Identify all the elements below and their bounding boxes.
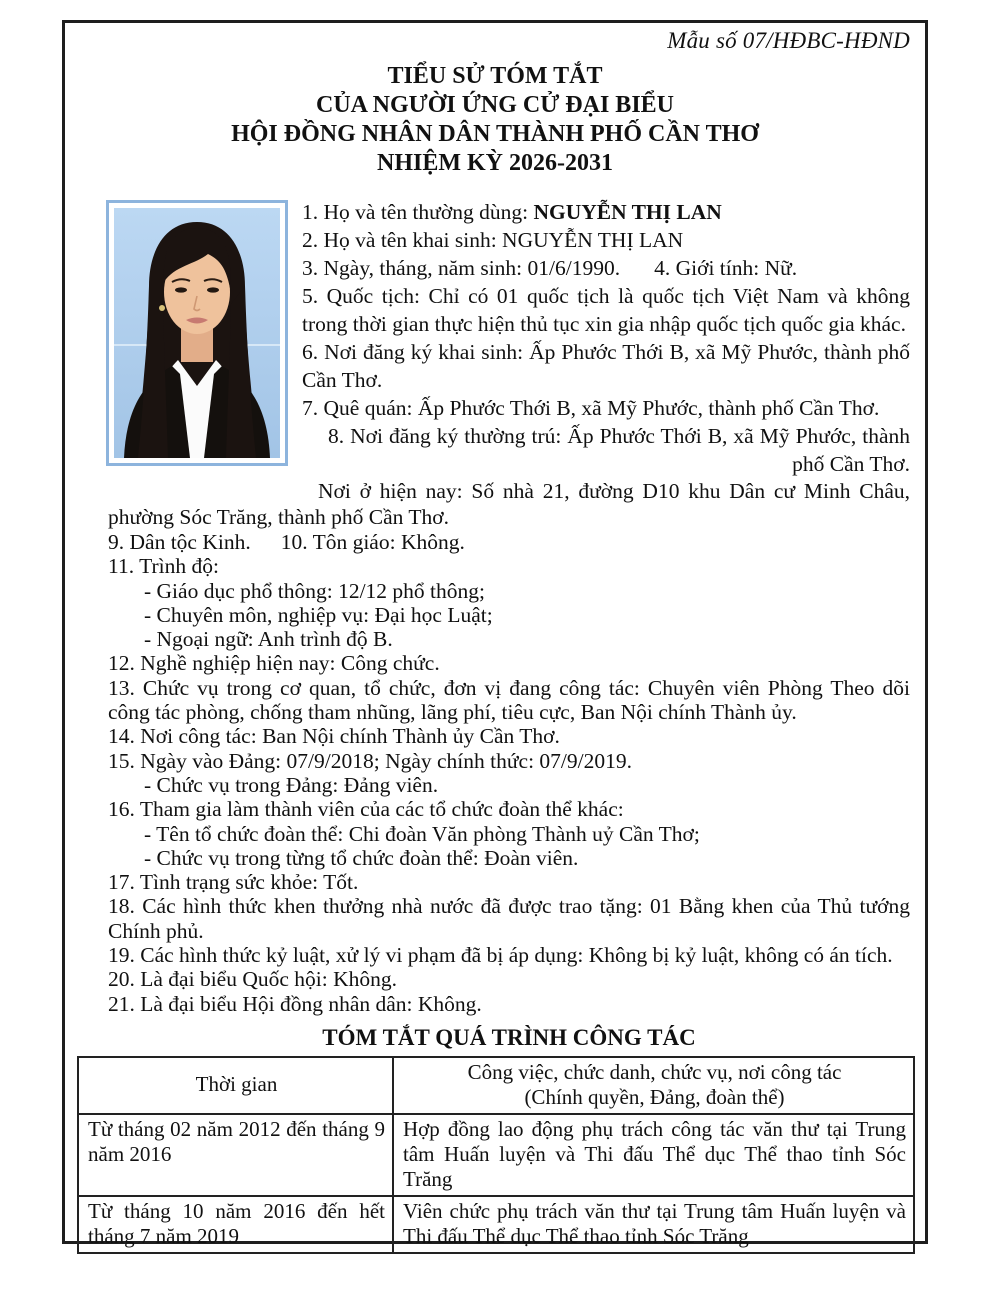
bio-item-21: 21. Là đại biểu Hội đồng nhân dân: Không. — [108, 991, 482, 1016]
bio-item-13: 13. Chức vụ trong cơ quan, tổ chức, đơn vị đang công tác: Chuyên viên Phòng Theo dõi công tác phòng, chống tham nhũng, lãng phí, tiêu cực, Ban Nội chính Thành ủy. — [108, 675, 910, 725]
candidate-photo — [106, 200, 288, 466]
bio-item-15: 15. Ngày vào Đảng: 07/9/2018; Ngày chính thức: 07/9/2019. — [108, 748, 632, 773]
bio-item-15-party-role: - Chức vụ trong Đảng: Đảng viên. — [144, 772, 439, 797]
bio-item-7: 7. Quê quán: Ấp Phước Thới B, xã Mỹ Phước, thành phố Cần Thơ. — [302, 396, 880, 420]
bio-item-6: 6. Nơi đăng ký khai sinh: Ấp Phước Thới B, xã Mỹ Phước, thành phố Cần Thơ. — [302, 340, 910, 392]
career-history-table — [77, 1056, 915, 1254]
bio-item-3: 3. Ngày, tháng, năm sinh: 01/6/1990. — [302, 256, 621, 280]
bio-item-11-education: - Giáo dục phổ thông: 12/12 phổ thông; — [144, 578, 485, 603]
bio-current-residence: Nơi ở hiện nay: Số nhà 21, đường D10 khu Dân cư Minh Châu, phường Sóc Trăng, thành phố Cần Thơ. — [108, 479, 910, 529]
career-row-1-work: Hợp đồng lao động phụ trách công tác văn thư tại Trung tâm Huấn luyện và Thi đấu Thể dục Thể thao tỉnh Sóc Trăng — [393, 1114, 914, 1196]
bio-item-11: 11. Trình độ: — [108, 554, 219, 579]
career-table-header-row — [78, 1057, 914, 1114]
bio-item-8: 8. Nơi đăng ký thường trú: Ấp Phước Thới B, xã Mỹ Phước, thành phố Cần Thơ. — [328, 424, 910, 476]
bio-item-16-organization: - Tên tổ chức đoàn thể: Chi đoàn Văn phòng Thành uỷ Cần Thơ; — [144, 821, 700, 846]
bio-item-9: 9. Dân tộc Kinh. — [108, 530, 251, 554]
document-title — [62, 62, 928, 178]
title-line-1: TIỂU SỬ TÓM TẮT — [387, 63, 603, 89]
career-section-heading: TÓM TẮT QUÁ TRÌNH CÔNG TÁC — [322, 1024, 696, 1050]
bio-item-4: 4. Giới tính: Nữ. — [654, 256, 798, 280]
bio-item-11-profession: - Chuyên môn, nghiệp vụ: Đại học Luật; — [144, 602, 493, 627]
career-row-1-time: Từ tháng 02 năm 2012 đến tháng 9 năm 2016 — [78, 1114, 393, 1196]
career-row-2-time: Từ tháng 10 năm 2016 đến hết tháng 7 năm 2019 — [78, 1196, 393, 1253]
bio-item-19: 19. Các hình thức kỷ luật, xử lý vi phạm đã bị áp dụng: Không bị kỷ luật, không có án tích. — [108, 943, 893, 968]
biography-body — [88, 198, 910, 1254]
career-col-time-header: Thời gian — [78, 1057, 393, 1114]
bio-item-18: 18. Các hình thức khen thưởng nhà nước đã được trao tặng: 01 Bằng khen của Thủ tướng Chính phủ. — [108, 894, 910, 943]
career-row-2-work: Viên chức phụ trách văn thư tại Trung tâm Huấn luyện và Thi đấu Thể dục Thể thao tỉnh Sóc Trăng — [393, 1196, 914, 1253]
bio-item-9-10 — [108, 530, 910, 554]
bio-item-16: 16. Tham gia làm thành viên của các tổ chức đoàn thể khác: — [108, 797, 624, 822]
title-line-3: HỘI ĐỒNG NHÂN DÂN THÀNH PHỐ CẦN THƠ — [231, 121, 759, 147]
bio-item-5: 5. Quốc tịch: Chỉ có 01 quốc tịch là quốc tịch Việt Nam và không trong thời gian thực hiện thủ tục xin gia nhập quốc tịch quốc gia khác. — [302, 284, 910, 336]
bio-items-bottom — [108, 530, 910, 1016]
candidate-name: NGUYỄN THỊ LAN — [533, 200, 722, 224]
bio-item-2: 2. Họ và tên khai sinh: NGUYỄN THỊ LAN — [302, 228, 684, 252]
bio-item-17: 17. Tình trạng sức khỏe: Tốt. — [108, 870, 359, 895]
title-line-4: NHIỆM KỲ 2026-2031 — [377, 150, 613, 176]
bio-item-14: 14. Nơi công tác: Ban Nội chính Thành ủy Cần Thơ. — [108, 724, 560, 749]
form-number-label: Mẫu số 07/HĐBC-HĐND — [667, 28, 910, 53]
bio-item-16-role: - Chức vụ trong từng tổ chức đoàn thể: Đoàn viên. — [144, 845, 579, 870]
bio-item-20: 20. Là đại biểu Quốc hội: Không. — [108, 967, 398, 992]
bio-item-1-label: 1. Họ và tên thường dùng: — [302, 200, 534, 224]
career-table-row — [78, 1114, 914, 1196]
career-table-row — [78, 1196, 914, 1253]
title-line-2: CỦA NGƯỜI ỨNG CỬ ĐẠI BIỂU — [315, 92, 674, 118]
portrait-photo — [114, 208, 280, 458]
bio-item-11-language: - Ngoại ngữ: Anh trình độ B. — [144, 627, 393, 652]
bio-item-10: 10. Tôn giáo: Không. — [280, 530, 465, 554]
bio-item-12: 12. Nghề nghiệp hiện nay: Công chức. — [108, 651, 440, 676]
career-col-work-header-line1: Công việc, chức danh, chức vụ, nơi công tác — [467, 1059, 842, 1084]
career-col-work-header-line2: (Chính quyền, Đảng, đoàn thể) — [524, 1084, 785, 1109]
career-col-work-header — [393, 1057, 914, 1114]
